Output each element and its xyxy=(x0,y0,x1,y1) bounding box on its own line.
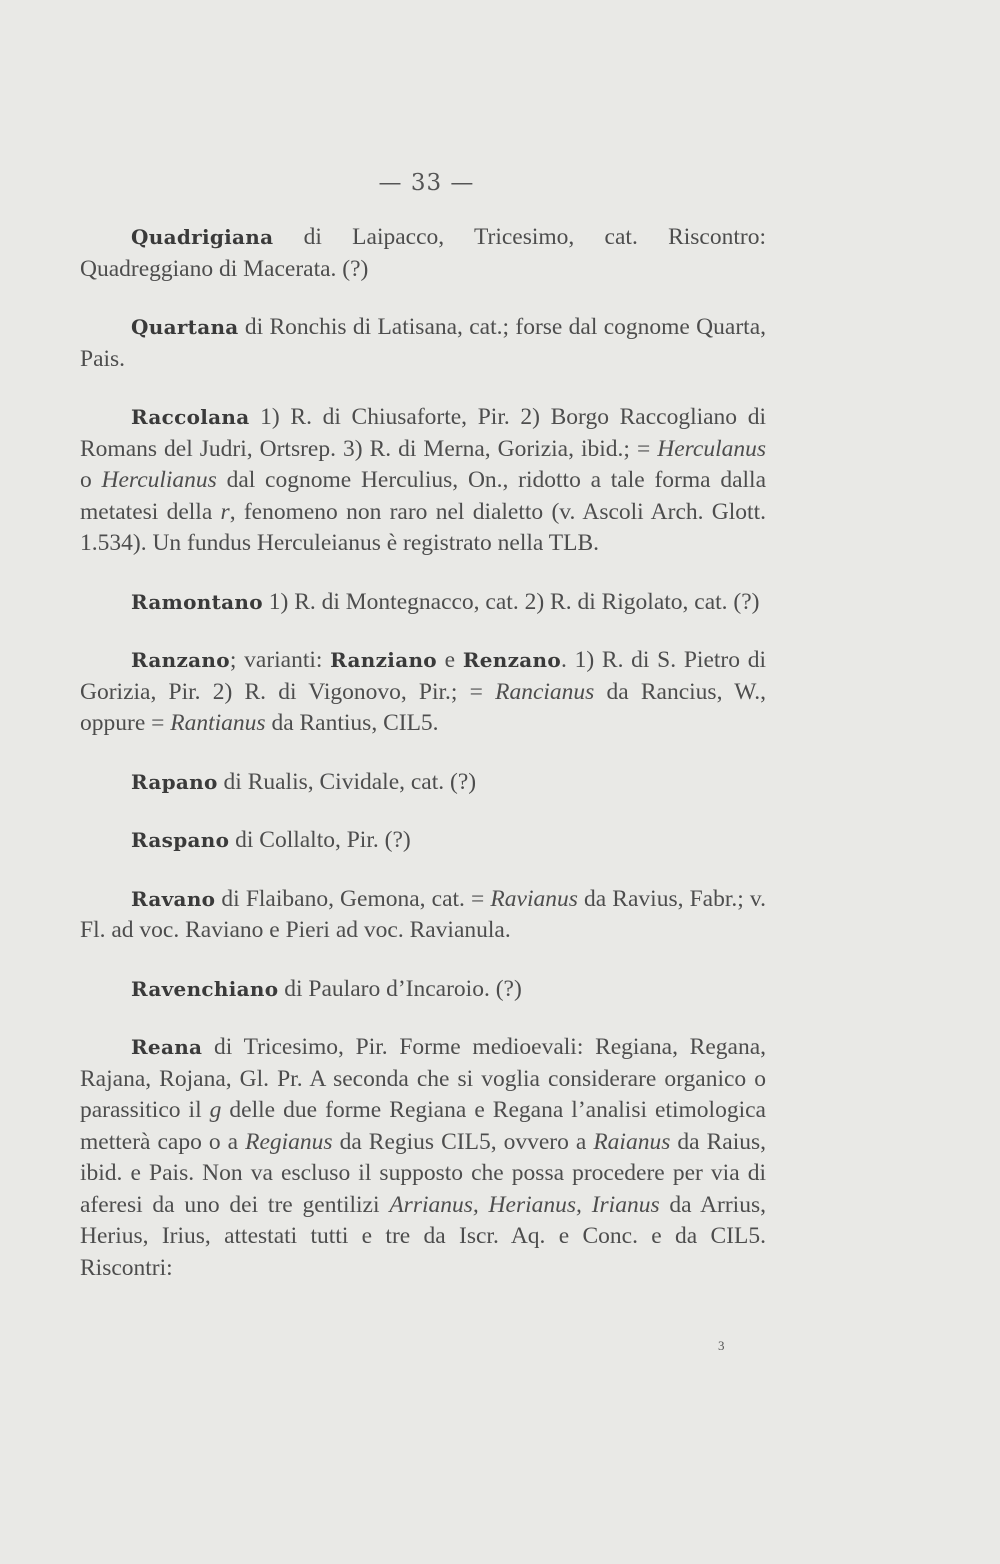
entry-text: delle due forme Regiana e Regana l’analisi etimologica metterà capo o a xyxy=(80,1097,766,1155)
entry-text: di Collalto, Pir. (?) xyxy=(229,827,411,853)
entry-raccolana xyxy=(80,402,766,560)
entry-text: ; varianti: xyxy=(229,647,331,673)
entry-text: da Arrius, Herius, Irius, attestati tutti e tre da Iscr. Aq. e Conc. e da CIL5. Riscontri: xyxy=(80,1191,766,1281)
entry-text: da Raius, ibid. e Pais. Non va escluso il supposto che possa procedere per via di aferesi da uno dei tre gentilizi xyxy=(80,1128,766,1218)
entry-text: 1) R. di Chiusaforte, Pir. 2) Borgo Raccogliano di Romans del Judri, Ortsrep. 3) R. di Merna, Gorizia, ibid.; = xyxy=(80,404,766,462)
headword: Ravenchiano xyxy=(131,976,279,1001)
entry-text: di Rualis, Cividale, cat. (?) xyxy=(217,768,477,795)
entry-text: di Ronchis di Latisana, cat.; forse dal cognome Quarta, Pais. xyxy=(80,314,766,372)
entry-text: da Rantius, CIL5. xyxy=(265,710,439,736)
headword: Raccolana xyxy=(131,405,250,429)
entry-reana xyxy=(80,1032,766,1284)
dictionary-entries xyxy=(80,222,766,1311)
italic-term: r xyxy=(220,498,230,525)
italic-term: Regianus xyxy=(245,1128,333,1155)
entry-text: e xyxy=(436,647,463,673)
entry-text: o xyxy=(80,467,102,493)
italic-term: Herculanus xyxy=(657,435,766,462)
entry-text: . 1) R. di S. Pietro di Gorizia, Pir. 2) R. di Vigonovo, Pir.; = xyxy=(80,647,766,705)
headword: Ramontano xyxy=(131,589,263,614)
entry-text: di Tricesimo, Pir. Forme medioevali: Regiana, Regana, Rajana, Rojana, Gl. Pr. A seconda che si voglia considerare organico o parassitico il xyxy=(80,1034,766,1123)
entry-text: , fenomeno non raro nel dialetto (v. Ascoli Arch. Glott. 1.534). Un fundus Herculeianus è registrato nella TLB. xyxy=(80,498,766,556)
italic-term: Raianus xyxy=(593,1128,671,1155)
entry-ranzano xyxy=(80,645,766,740)
entry-text: di Flaibano, Gemona, cat. = xyxy=(215,885,491,912)
headword: Quartana xyxy=(131,315,239,339)
headword: Quadrigiana xyxy=(131,225,274,249)
entry-ravano xyxy=(80,884,766,947)
entry-ramontano xyxy=(80,587,766,619)
headword: Raspano xyxy=(131,828,230,852)
entry-text: da Regius CIL5, ovvero a xyxy=(332,1128,594,1155)
variant-term: Ranziano xyxy=(330,648,437,672)
variant-term: Renzano xyxy=(462,648,562,672)
entry-text: dal cognome Herculius, On., ridotto a tale forma dalla metatesi della xyxy=(80,467,766,525)
entry-text: di Laipacco, Tricesimo, cat. Riscontro: Quadreggiano di Macerata. (?) xyxy=(80,224,766,282)
headword: Reana xyxy=(131,1035,203,1059)
entry-raspano xyxy=(80,825,766,857)
italic-term: Rantianus xyxy=(170,710,266,736)
italic-term: Ravianus xyxy=(490,885,578,912)
entry-text: da Rancius, W., oppure = xyxy=(80,678,766,736)
entry-text: 1) R. di Montegnacco, cat. 2) R. di Rigolato, cat. (?) xyxy=(262,588,760,615)
italic-term: Herculianus xyxy=(101,467,217,493)
italic-term: Rancianus xyxy=(495,678,595,705)
headword: Ranzano xyxy=(131,648,230,672)
page-number: — 33 — xyxy=(378,170,475,196)
entry-quadrigiana xyxy=(80,222,766,285)
italic-term: g xyxy=(209,1097,222,1123)
entry-rapano xyxy=(80,767,766,799)
signature-mark: 3 xyxy=(718,1338,725,1353)
headword: Ravano xyxy=(131,886,216,911)
italic-term: Arrianus, Herianus, Irianus xyxy=(389,1191,660,1218)
entry-text: da Ravius, Fabr.; v. Fl. ad voc. Raviano e Pieri ad voc. Ravianula. xyxy=(80,885,766,943)
entry-text: di Paularo d’Incaroio. (?) xyxy=(278,975,522,1002)
entry-ravenchiano xyxy=(80,974,766,1006)
entry-quartana xyxy=(80,312,766,375)
headword: Rapano xyxy=(131,769,218,794)
